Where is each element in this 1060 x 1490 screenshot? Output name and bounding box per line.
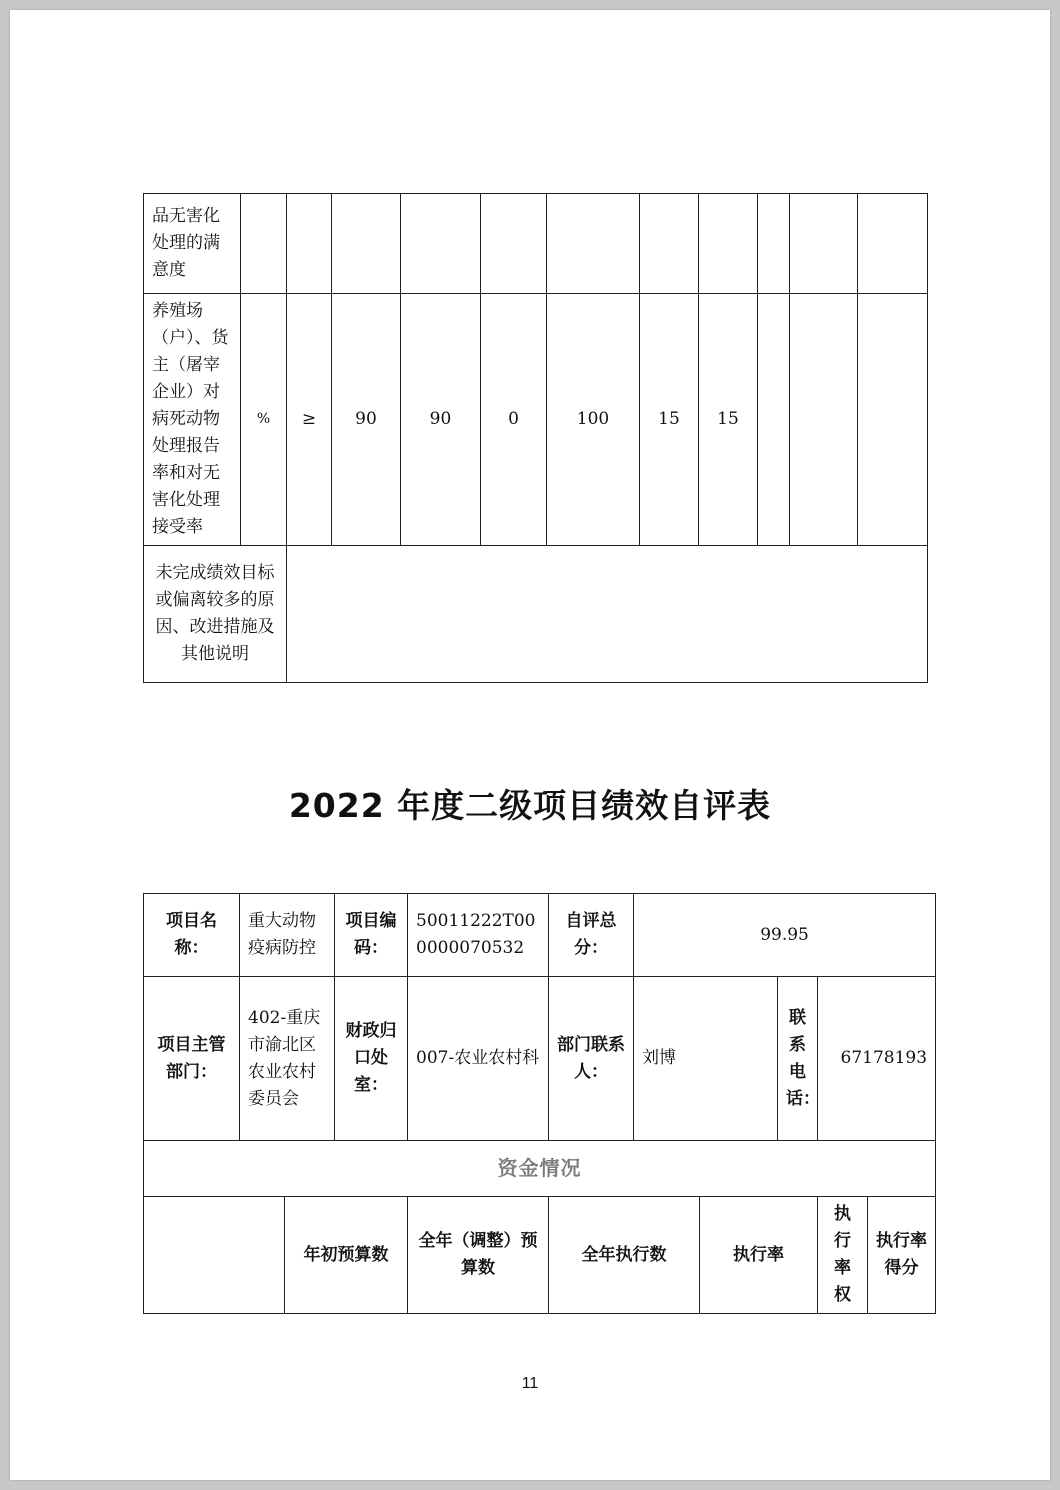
cell: [790, 194, 858, 294]
cell: [481, 194, 547, 294]
unit-cell: %: [241, 294, 287, 546]
document-page: [10, 10, 1050, 1480]
table-row: [144, 194, 928, 294]
performance-indicator-table: [143, 193, 928, 683]
exec-weight-header: 执行率权: [818, 1197, 868, 1314]
cell: [858, 194, 928, 294]
cell: [547, 194, 640, 294]
table-row: [144, 546, 928, 683]
finance-office-value: 007-农业农村科: [408, 977, 549, 1141]
table-row: [144, 294, 928, 546]
target-value: 90: [332, 294, 401, 546]
dept-label: 项目主管部门：: [144, 977, 240, 1141]
page-number: 11: [521, 1375, 539, 1392]
cell: [699, 194, 758, 294]
phone-value: 67178193: [818, 977, 936, 1141]
cell: [332, 194, 401, 294]
cell: [401, 194, 481, 294]
blank-header: [144, 1197, 285, 1314]
funds-section-header: 资金情况: [144, 1141, 936, 1197]
executed-header: 全年执行数: [549, 1197, 700, 1314]
deviation-value: 0: [481, 294, 547, 546]
document-title: 2022 年度二级项目绩效自评表: [288, 786, 772, 825]
table-row: [144, 1141, 936, 1197]
project-code-value: 50011222T000000070532: [408, 894, 549, 977]
exec-score-header: 执行率得分: [868, 1197, 936, 1314]
operator-cell: ≥: [287, 294, 332, 546]
project-name-label: 项目名称：: [144, 894, 240, 977]
cell: [790, 294, 858, 546]
score-value: 15: [699, 294, 758, 546]
table-row: [144, 1197, 936, 1314]
cell: [241, 194, 287, 294]
completion-value: 100: [547, 294, 640, 546]
cell: [758, 294, 790, 546]
indicator-name: 品无害化处理的满意度: [144, 194, 241, 294]
explanation-value: [287, 546, 928, 683]
cell: [640, 194, 699, 294]
contact-label: 部门联系人：: [549, 977, 634, 1141]
table-row: [144, 977, 936, 1141]
finance-office-label: 财政归口处室：: [335, 977, 408, 1141]
project-name-value: 重大动物疫病防控: [240, 894, 335, 977]
weight-value: 15: [640, 294, 699, 546]
initial-budget-header: 年初预算数: [285, 1197, 408, 1314]
table-row: [144, 894, 936, 977]
cell: [758, 194, 790, 294]
exec-rate-header: 执行率: [700, 1197, 818, 1314]
actual-value: 90: [401, 294, 481, 546]
self-score-label: 自评总分：: [549, 894, 634, 977]
cell: [858, 294, 928, 546]
indicator-name: 养殖场（户）、货主（屠宰企业）对病死动物处理报告率和对无害化处理接受率: [144, 294, 241, 546]
cell: [287, 194, 332, 294]
self-score-value: 99.95: [634, 894, 936, 977]
adjusted-budget-header: 全年（调整）预算数: [408, 1197, 549, 1314]
dept-value: 402-重庆市渝北区农业农村委员会: [240, 977, 335, 1141]
phone-label: 联系电话：: [778, 977, 818, 1141]
project-evaluation-table: [143, 893, 936, 1314]
project-code-label: 项目编码：: [335, 894, 408, 977]
contact-value: 刘博: [634, 977, 778, 1141]
explanation-label: 未完成绩效目标或偏离较多的原因、改进措施及其他说明: [144, 546, 287, 683]
